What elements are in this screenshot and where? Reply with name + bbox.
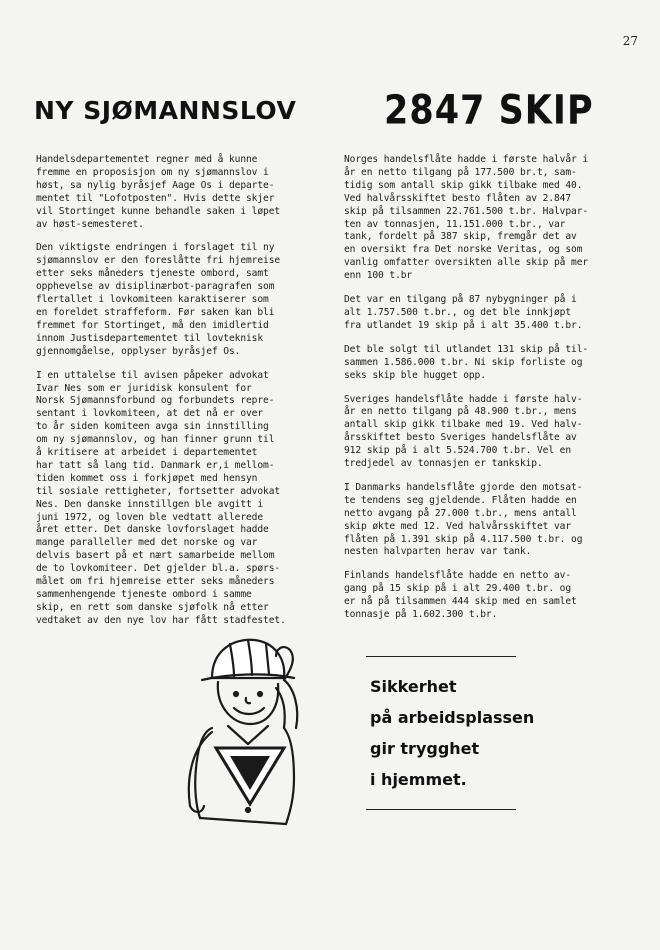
article-ny-sjomannslov — [36, 154, 328, 639]
safety-slogan: Sikkerhet på arbeidsplassen gir trygghet i hjemmet. — [370, 677, 535, 789]
safety-worker-illustration — [172, 628, 322, 832]
page-number: 27 — [622, 34, 638, 48]
paragraph: I en uttalelse til avisen påpeker advokat Ivar Nes som er juridisk konsulent for Norsk Sjømannsforbund og forbundets repre- sentant i lovkomiteen, at det nå er over to år siden komiteen avga sin innstilling om ny sjømannslov, og han finner grunn til å kritisere at arbeidet i departementet har tatt så lang tid. Danmark er,i mellom- tiden kommet oss i forkjøpet med hensyn til sosiale rettigheter, fortsetter advokat Nes. Den danske innstillgen ble avgitt i juni 1972, og loven ble vedtatt allerede året etter. Det danske lovforslaget hadde mange paralleller med det norske og var delvis basert på et nært samarbeide mellom de to lovkomiteer. Det gjelder bl.a. spørs- målet om fri hjemreise etter seks måneders sammenhengende tjeneste ombord i samme skip, en rett som danske sjøfolk nå etter vedtaket av den nye lov har fått stadfestet. — [36, 369, 286, 626]
paragraph: Finlands handelsflåte hadde en netto av- gang på 15 skip på i alt 29.400 t.br. og er nå på tilsammen 444 skip med en samlet tonnasje på 1.602.300 t.br. — [344, 570, 577, 621]
paragraph: I Danmarks handelsflåte gjorde den motsat- te tendens seg gjeldende. Flåten hadde en netto avgang på 27.000 t.br., mens antall skip økte med 12. Ved halvårsskiftet var flåten på 1.391 skip på 4.117.500 t.br. og nesten halvparten herav var tank. — [344, 481, 583, 558]
article-2847-skip — [344, 154, 628, 633]
safety-slogan-box — [358, 656, 535, 810]
paragraph: Sveriges handelsflåte hadde i første halv- år en netto tilgang på 48.900 t.br., mens antall skip gikk tilbake med 19. Ved halv- årsskiftet besto Sveriges handelsflåte av 912 skip på i alt 5.524.700 t.br. Vel en tredjedel av tonnasjen er tankskip. — [344, 393, 583, 470]
paragraph: Norges handelsflåte hadde i første halvår i år en netto tilgang på 177.500 br.t, sam- tidig som antall skip gikk tilbake med 40. Ved halvårsskiftet besto flåten av 2.847 skip på tilsammen 22.761.500 t.br. Halvpar- ten av tonnasjen, 11.151.000 t.br., var tank, fordelt på 387 skip, fremgår det av en oversikt fra Det norske Veritas, og som vanlig omfatter oversikten alle skip på mer enn 100 t.br — [344, 154, 589, 282]
headline-2847-skip: 2847 SKIP — [384, 88, 594, 134]
slogan-bottom-rule — [366, 809, 516, 810]
headline-ny-sjomannslov: NY SJØMANNSLOV — [34, 96, 297, 125]
paragraph: Den viktigste endringen i forslaget til ny sjømannslov er den foreslåtte fri hjemreise etter seks måneders tjeneste ombord, samt opphevelse av disiplinærbot-paragrafen som flertallet i lovkomiteen karaktiserer som en foreldet straffeform. Før saken kan bli fremmet for Stortinget, må den imidlertid innom Justisdepartementet til lovteknisk gjennomgåelse, opplyser byråsjef Os. — [36, 242, 281, 357]
paragraph: Handelsdepartementet regner med å kunne fremme en proposisjon om ny sjømannslov i høst, sa nylig byråsjef Aage Os i departe- mentet til "Lofotposten". Hvis dette skjer vil Stortinget kunne behandle saken i løpet av høst-semesteret. — [36, 154, 281, 230]
slogan-top-rule — [366, 656, 516, 657]
paragraph: Det ble solgt til utlandet 131 skip på til- sammen 1.586.000 t.br. Ni skip forliste og seks skip ble hugget opp. — [344, 343, 589, 381]
paragraph: Det var en tilgang på 87 nybygninger på i alt 1.757.500 t.br., og det ble innkjøpt fra utlandet 19 skip på i alt 35.400 t.br. — [344, 294, 583, 331]
